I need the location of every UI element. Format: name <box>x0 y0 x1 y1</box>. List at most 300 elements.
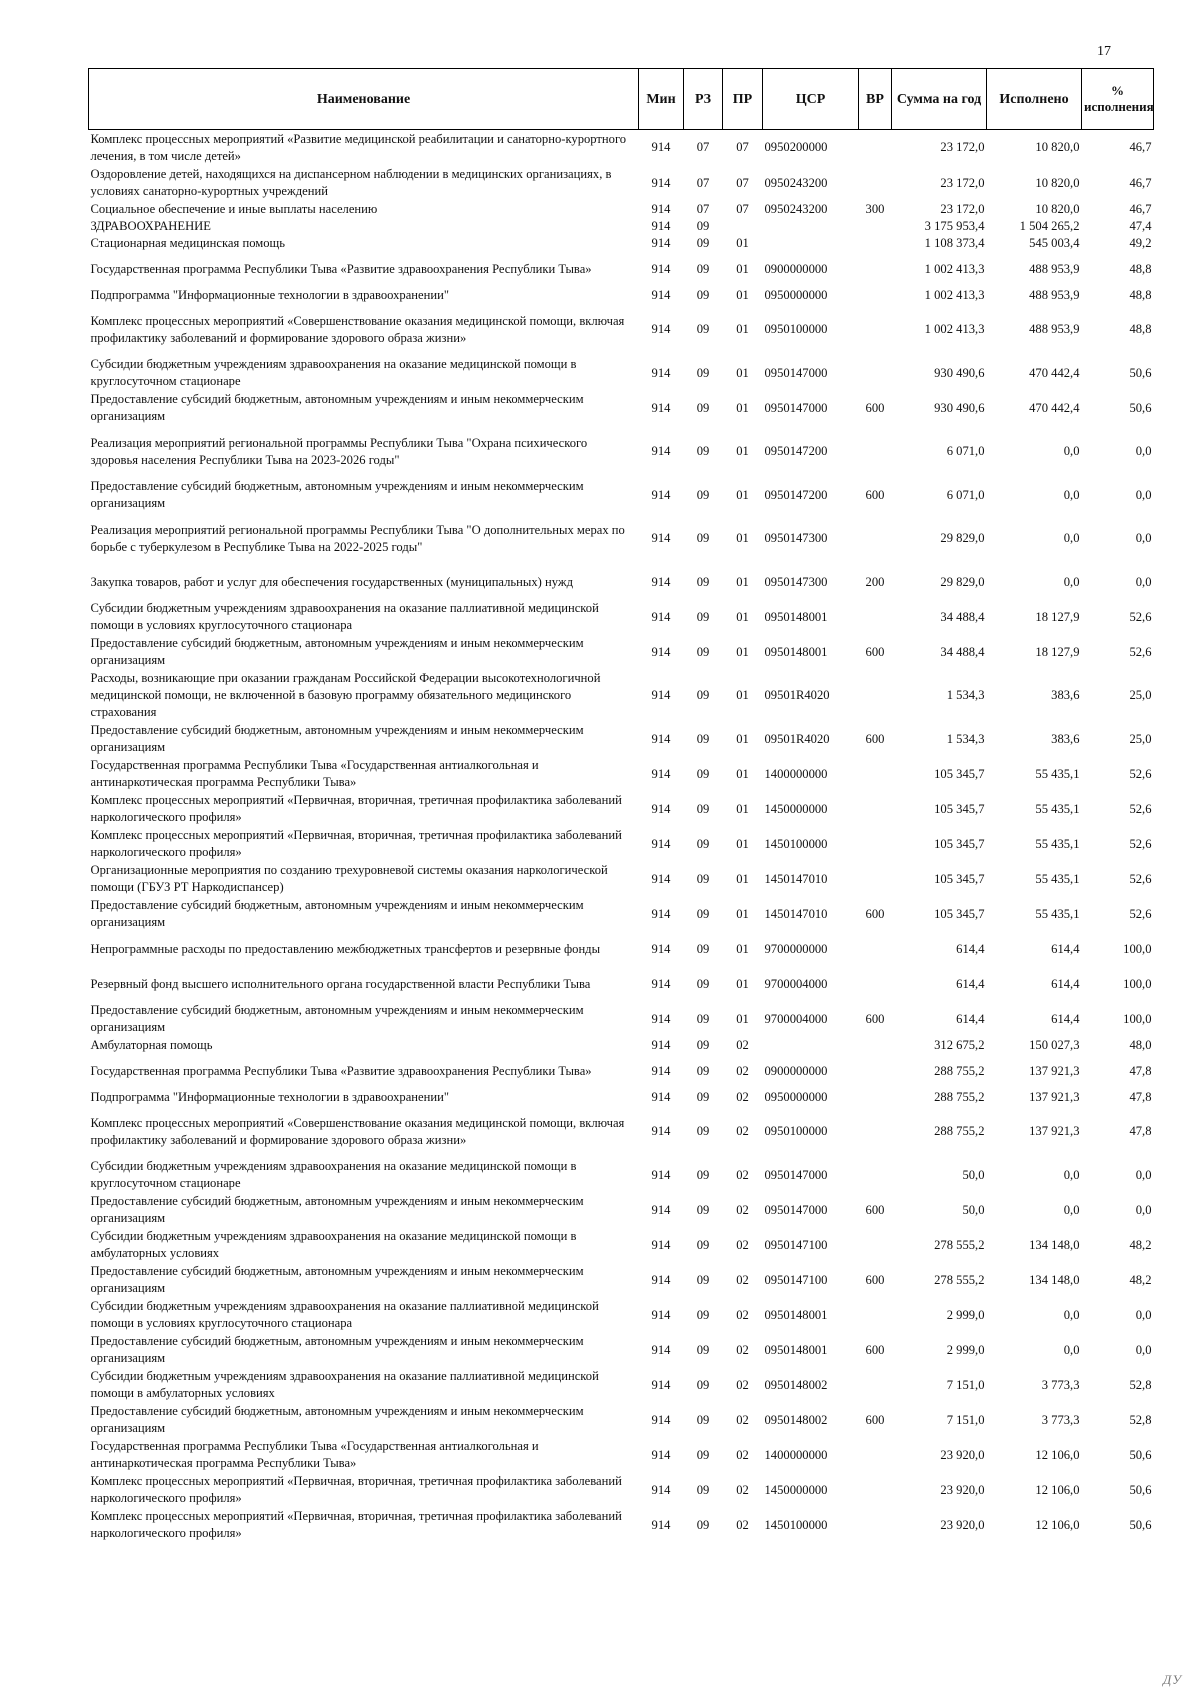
row-rz: 09 <box>696 1447 710 1462</box>
row-done: 488 953,9 <box>1029 322 1080 336</box>
row-sum: 614,4 <box>956 1011 985 1026</box>
row-rz: 09 <box>696 688 710 702</box>
row-done: 470 442,4 <box>1029 400 1080 415</box>
row-pct: 52,6 <box>1129 801 1152 816</box>
row-pct: 0,0 <box>1135 1202 1152 1217</box>
row-pct: 25,0 <box>1129 688 1152 702</box>
table-body <box>89 130 1154 1543</box>
row-vr: 600 <box>865 1342 885 1357</box>
row-min: 914 <box>651 609 671 624</box>
row-name: Предоставление субсидий бюджетным, автономным учреждениям и иным некоммерческим организациям <box>90 1003 584 1034</box>
table-row <box>89 166 1154 201</box>
row-pr: 01 <box>736 531 749 545</box>
table-row <box>89 304 1154 356</box>
row-sum: 105 345,7 <box>934 766 985 781</box>
table-row <box>89 967 1154 1002</box>
row-sum: 614,4 <box>956 941 985 956</box>
row-rz: 09 <box>696 644 710 659</box>
row-min: 914 <box>651 444 671 458</box>
row-name: Стационарная медицинская помощь <box>90 235 285 250</box>
row-pct: 52,6 <box>1129 766 1152 781</box>
row-min: 914 <box>651 801 671 816</box>
row-sum: 105 345,7 <box>934 871 985 886</box>
row-sum: 6 071,0 <box>946 487 985 502</box>
row-vr <box>859 1508 892 1543</box>
row-sum: 1 534,3 <box>946 731 985 746</box>
row-min: 914 <box>651 1037 671 1052</box>
row-vr <box>859 218 892 235</box>
row-rz: 09 <box>696 574 710 589</box>
row-rz: 09 <box>696 531 710 545</box>
row-rz: 09 <box>696 287 710 302</box>
row-csr: 0950243200 <box>764 175 828 190</box>
row-pct: 49,2 <box>1129 235 1152 250</box>
row-rz: 09 <box>696 731 710 746</box>
row-sum: 105 345,7 <box>934 801 985 816</box>
row-sum: 1 534,3 <box>946 688 985 702</box>
row-done: 55 435,1 <box>1035 801 1080 816</box>
row-min: 914 <box>651 688 671 702</box>
row-name: Предоставление субсидий бюджетным, автономным учреждениям и иным некоммерческим организациям <box>90 1334 584 1365</box>
row-pct: 0,0 <box>1135 487 1152 502</box>
row-rz: 09 <box>696 906 710 921</box>
row-sum: 34 488,4 <box>940 609 985 624</box>
row-csr: 9700004000 <box>764 1011 828 1026</box>
row-done: 614,4 <box>1051 1011 1080 1026</box>
row-done: 134 148,0 <box>1029 1237 1080 1252</box>
header-vr: ВР <box>859 69 892 130</box>
row-name: Социальное обеспечение и иные выплаты населению <box>90 201 378 216</box>
row-min: 914 <box>651 1447 671 1462</box>
row-min: 914 <box>651 487 671 502</box>
row-rz: 09 <box>696 261 710 276</box>
row-pct: 48,2 <box>1129 1272 1152 1287</box>
row-vr <box>859 1298 892 1333</box>
row-csr: 0950148001 <box>764 644 828 659</box>
row-name: Комплекс процессных мероприятий «Первичная, вторичная, третичная профилактика заболеваний наркологического профиля» <box>90 828 622 859</box>
row-done: 18 127,9 <box>1035 609 1080 624</box>
row-pr: 07 <box>736 140 749 155</box>
row-pct: 52,6 <box>1129 609 1152 624</box>
row-done: 1 504 265,2 <box>1019 218 1080 233</box>
row-pr: 02 <box>736 1037 749 1052</box>
row-rz: 09 <box>696 1412 710 1427</box>
row-pct: 100,0 <box>1123 976 1152 991</box>
row-csr: 9700000000 <box>764 941 828 956</box>
row-csr: 0950147000 <box>764 1202 828 1217</box>
row-pr: 01 <box>736 609 749 624</box>
row-min: 914 <box>651 1167 671 1182</box>
row-vr <box>859 1473 892 1508</box>
row-sum: 288 755,2 <box>934 1063 985 1078</box>
table-row <box>89 722 1154 757</box>
table-row <box>89 287 1154 304</box>
row-done: 55 435,1 <box>1035 836 1080 851</box>
row-pr: 01 <box>736 1011 749 1026</box>
row-min: 914 <box>651 365 671 380</box>
row-csr <box>763 218 859 235</box>
row-vr <box>859 792 892 827</box>
row-name: Амбулаторная помощь <box>90 1037 213 1052</box>
row-name: Закупка товаров, работ и услуг для обеспечения государственных (муниципальных) нужд <box>90 574 573 589</box>
row-sum: 2 999,0 <box>946 1342 985 1357</box>
row-name: Комплекс процессных мероприятий «Совершенствование оказания медицинской помощи, включая профилактику заболеваний и формирование здорового образа жизни» <box>90 1115 625 1147</box>
row-pr: 02 <box>736 1237 749 1252</box>
row-pct: 50,6 <box>1129 1447 1152 1462</box>
row-rz: 09 <box>696 1517 710 1532</box>
row-done: 0,0 <box>1063 444 1080 458</box>
row-pct: 48,8 <box>1129 261 1152 276</box>
row-csr: 1450000000 <box>764 801 828 816</box>
row-vr <box>859 287 892 304</box>
row-rz: 09 <box>696 1124 710 1138</box>
row-done: 55 435,1 <box>1035 871 1080 886</box>
row-name: Комплекс процессных мероприятий «Первичная, вторичная, третичная профилактика заболеваний наркологического профиля» <box>90 1509 622 1540</box>
row-name: Государственная программа Республики Тыва «Государственная антиалкогольная и антинаркотическая программа Республики Тыва» <box>90 758 539 789</box>
table-row <box>89 1193 1154 1228</box>
row-csr <box>763 1037 859 1054</box>
row-name: Комплекс процессных мероприятий «Совершенствование оказания медицинской помощи, включая профилактику заболеваний и формирование здорового образа жизни» <box>90 313 625 345</box>
table-row <box>89 130 1154 166</box>
row-sum: 278 555,2 <box>934 1272 985 1287</box>
row-min: 914 <box>651 531 671 545</box>
row-csr: 0950200000 <box>764 140 828 155</box>
row-pct: 46,7 <box>1129 175 1152 190</box>
row-pct: 50,6 <box>1129 1517 1152 1532</box>
row-pr: 01 <box>736 644 749 659</box>
row-vr <box>859 932 892 967</box>
header-rz: РЗ <box>684 69 723 130</box>
page-number: 17 <box>1097 44 1111 59</box>
table-row <box>89 1298 1154 1333</box>
row-csr: 0950147100 <box>764 1237 828 1252</box>
row-rz: 09 <box>696 1202 710 1217</box>
row-sum: 288 755,2 <box>934 1124 985 1138</box>
row-pct: 46,7 <box>1129 140 1152 155</box>
row-pct: 52,6 <box>1129 906 1152 921</box>
row-name: Резервный фонд высшего исполнительного органа государственной власти Республики Тыва <box>90 976 591 991</box>
table-row <box>89 1368 1154 1403</box>
row-vr <box>859 757 892 792</box>
row-rz: 07 <box>696 175 710 190</box>
row-rz: 09 <box>696 235 710 250</box>
row-sum: 105 345,7 <box>934 906 985 921</box>
row-pr: 02 <box>736 1482 749 1497</box>
row-min: 914 <box>651 400 671 415</box>
row-pr: 01 <box>736 444 749 458</box>
row-pr: 02 <box>736 1063 749 1078</box>
row-rz: 09 <box>696 801 710 816</box>
row-sum: 6 071,0 <box>946 444 985 458</box>
row-pct: 48,8 <box>1129 287 1152 302</box>
scan-mark: ДУ <box>1163 1672 1183 1687</box>
row-name: Организационные мероприятия по созданию трехуровневой системы оказания наркологической помощи (ГБУЗ РТ Наркодиспансер) <box>90 863 608 894</box>
row-sum: 278 555,2 <box>934 1237 985 1252</box>
table-row <box>89 426 1154 478</box>
row-sum: 50,0 <box>962 1167 985 1182</box>
row-min: 914 <box>651 1377 671 1392</box>
row-pr: 01 <box>736 235 749 250</box>
row-min: 914 <box>651 235 671 250</box>
row-csr: 0950147100 <box>764 1272 828 1287</box>
row-rz: 09 <box>696 609 710 624</box>
table-row <box>89 235 1154 252</box>
row-vr <box>859 1228 892 1263</box>
table-row <box>89 1333 1154 1368</box>
row-name: Предоставление субсидий бюджетным, автономным учреждениям и иным некоммерческим организациям <box>90 1264 584 1295</box>
row-vr <box>859 862 892 897</box>
row-done: 614,4 <box>1051 976 1080 991</box>
row-pr: 02 <box>736 1167 749 1182</box>
row-csr: 0950148001 <box>764 1342 828 1357</box>
row-min: 914 <box>651 1272 671 1287</box>
row-sum: 1 108 373,4 <box>924 235 985 250</box>
row-min: 914 <box>651 1412 671 1427</box>
row-name: Оздоровление детей, находящихся на диспансерном наблюдении в медицинских организациях, в условиях санаторно-курортных учреждений <box>90 167 612 198</box>
row-name: Субсидии бюджетным учреждениям здравоохранения на оказание медицинской помощи в амбулаторных условиях <box>90 1229 577 1260</box>
row-csr <box>763 235 859 252</box>
row-vr: 600 <box>865 1011 885 1026</box>
row-name: Предоставление субсидий бюджетным, автономным учреждениям и иным некоммерческим организациям <box>90 1194 584 1225</box>
row-vr <box>859 513 892 565</box>
row-pct: 0,0 <box>1135 1342 1152 1357</box>
table-row <box>89 391 1154 426</box>
row-min: 914 <box>651 1517 671 1532</box>
row-done: 383,6 <box>1051 731 1080 746</box>
row-name: Комплекс процессных мероприятий «Развитие медицинской реабилитации и санаторно-курортного лечения, в том числе детей» <box>90 131 627 163</box>
row-csr: 1450000000 <box>764 1482 828 1497</box>
row-vr <box>859 600 892 635</box>
row-done: 137 921,3 <box>1029 1063 1080 1078</box>
row-pr: 07 <box>736 201 749 216</box>
row-min: 914 <box>651 766 671 781</box>
row-name: Непрограммные расходы по предоставлению межбюджетных трансфертов и резервные фонды <box>90 941 601 956</box>
row-pct: 0,0 <box>1135 1307 1152 1322</box>
row-csr: 0950000000 <box>764 287 828 302</box>
row-min: 914 <box>651 1237 671 1252</box>
row-rz: 09 <box>696 400 710 415</box>
row-pr: 01 <box>736 836 749 851</box>
row-csr: 0950148001 <box>764 609 828 624</box>
row-sum: 7 151,0 <box>946 1412 985 1427</box>
row-sum: 7 151,0 <box>946 1377 985 1392</box>
row-sum: 23 920,0 <box>940 1517 985 1532</box>
row-name: Субсидии бюджетным учреждениям здравоохранения на оказание медицинской помощи в круглосуточном стационаре <box>90 1159 577 1190</box>
row-vr <box>859 130 892 166</box>
row-pct: 47,4 <box>1129 218 1152 233</box>
table-row <box>89 1438 1154 1473</box>
row-min: 914 <box>651 1307 671 1322</box>
row-name: Субсидии бюджетным учреждениям здравоохранения на оказание медицинской помощи в круглосуточном стационаре <box>90 357 577 388</box>
row-pr: 02 <box>736 1272 749 1287</box>
header-csr: ЦСР <box>763 69 859 130</box>
row-vr: 600 <box>865 1272 885 1287</box>
row-pct: 52,6 <box>1129 644 1152 659</box>
row-done: 614,4 <box>1051 941 1080 956</box>
row-csr: 0950148002 <box>764 1377 828 1392</box>
row-pct: 52,8 <box>1129 1412 1152 1427</box>
row-name: Предоставление субсидий бюджетным, автономным учреждениям и иным некоммерческим организациям <box>90 392 584 423</box>
row-pct: 100,0 <box>1123 1011 1152 1026</box>
row-pct: 0,0 <box>1135 444 1152 458</box>
row-done: 0,0 <box>1063 1202 1080 1217</box>
row-vr: 600 <box>865 1202 885 1217</box>
row-vr <box>859 1368 892 1403</box>
row-sum: 23 920,0 <box>940 1482 985 1497</box>
row-vr <box>859 1037 892 1054</box>
row-csr: 0950147000 <box>764 1167 828 1182</box>
row-rz: 09 <box>696 1089 710 1104</box>
row-vr <box>859 670 892 722</box>
row-name: Комплекс процессных мероприятий «Первичная, вторичная, третичная профилактика заболеваний наркологического профиля» <box>90 793 622 824</box>
row-min: 914 <box>651 906 671 921</box>
table-row <box>89 356 1154 391</box>
row-rz: 09 <box>696 487 710 502</box>
row-done: 150 027,3 <box>1029 1037 1080 1052</box>
row-pct: 50,6 <box>1129 365 1152 380</box>
row-name: Подпрограмма "Информационные технологии в здравоохранении" <box>90 1089 449 1104</box>
row-rz: 09 <box>696 1272 710 1287</box>
row-name: Государственная программа Республики Тыва «Развитие здравоохранения Республики Тыва» <box>90 1063 592 1078</box>
table-row <box>89 478 1154 513</box>
row-name: ЗДРАВООХРАНЕНИЕ <box>90 218 211 233</box>
row-name: Подпрограмма "Информационные технологии в здравоохранении" <box>90 287 449 302</box>
row-csr: 1450100000 <box>764 836 828 851</box>
table-row <box>89 670 1154 722</box>
row-name: Предоставление субсидий бюджетным, автономным учреждениям и иным некоммерческим организациям <box>90 636 584 667</box>
row-csr: 0950243200 <box>764 201 828 216</box>
row-pr: 01 <box>736 261 749 276</box>
row-vr <box>859 1438 892 1473</box>
row-pct: 52,6 <box>1129 871 1152 886</box>
row-vr: 600 <box>865 731 885 746</box>
row-sum: 50,0 <box>962 1202 985 1217</box>
row-rz: 07 <box>696 201 710 216</box>
table-row <box>89 1263 1154 1298</box>
row-rz: 09 <box>696 871 710 886</box>
table-row <box>89 513 1154 565</box>
row-vr <box>859 1089 892 1106</box>
row-csr: 1450147010 <box>764 906 828 921</box>
row-pr: 01 <box>736 688 749 702</box>
row-pr: 01 <box>736 400 749 415</box>
row-vr: 600 <box>865 487 885 502</box>
row-min: 914 <box>651 140 671 155</box>
row-pr: 01 <box>736 322 749 336</box>
row-pr: 01 <box>736 766 749 781</box>
header-name: Наименование <box>89 69 639 130</box>
row-vr: 600 <box>865 906 885 921</box>
row-csr: 0950147000 <box>764 365 828 380</box>
table-row <box>89 201 1154 218</box>
row-rz: 09 <box>696 1011 710 1026</box>
row-sum: 23 172,0 <box>940 140 985 155</box>
row-sum: 2 999,0 <box>946 1307 985 1322</box>
row-name: Предоставление субсидий бюджетным, автономным учреждениям и иным некоммерческим организациям <box>90 1404 584 1435</box>
table-row <box>89 1158 1154 1193</box>
row-pr: 02 <box>736 1307 749 1322</box>
row-done: 488 953,9 <box>1029 261 1080 276</box>
row-sum: 23 920,0 <box>940 1447 985 1462</box>
row-csr: 09501R4020 <box>764 731 830 746</box>
row-rz: 09 <box>696 1307 710 1322</box>
row-pr: 01 <box>736 906 749 921</box>
table-row <box>89 218 1154 235</box>
table-row <box>89 1089 1154 1106</box>
table-row <box>89 862 1154 897</box>
row-done: 0,0 <box>1063 487 1080 502</box>
row-name: Субсидии бюджетным учреждениям здравоохранения на оказание паллиативной медицинской помощи в условиях круглосуточного стационара <box>90 1299 599 1330</box>
row-done: 12 106,0 <box>1035 1482 1080 1497</box>
table-row <box>89 932 1154 967</box>
row-sum: 614,4 <box>956 976 985 991</box>
row-pr: 01 <box>736 731 749 746</box>
row-done: 488 953,9 <box>1029 287 1080 302</box>
row-min: 914 <box>651 175 671 190</box>
row-vr <box>859 1106 892 1158</box>
budget-execution-table <box>88 68 1154 1543</box>
table-row <box>89 252 1154 287</box>
row-pr <box>723 218 763 235</box>
row-min: 914 <box>651 1063 671 1078</box>
row-pct: 0,0 <box>1135 1167 1152 1182</box>
row-done: 0,0 <box>1063 1307 1080 1322</box>
row-vr <box>859 1054 892 1089</box>
row-done: 18 127,9 <box>1035 644 1080 659</box>
row-rz: 09 <box>696 365 710 380</box>
row-min: 914 <box>651 322 671 336</box>
row-csr: 0950148001 <box>764 1307 828 1322</box>
row-name: Расходы, возникающие при оказании гражданам Российской Федерации высокотехнологичной медицинской помощи, не включенной в базовую программу обязательного медицинского страхования <box>90 671 601 719</box>
row-vr: 600 <box>865 644 885 659</box>
table-row <box>89 1508 1154 1543</box>
table-row <box>89 897 1154 932</box>
row-pr: 02 <box>736 1412 749 1427</box>
table-row <box>89 1037 1154 1054</box>
row-name: Субсидии бюджетным учреждениям здравоохранения на оказание паллиативной медицинской помощи в условиях круглосуточного стационара <box>90 601 599 632</box>
row-pr: 02 <box>736 1377 749 1392</box>
row-vr: 300 <box>865 201 885 216</box>
table-row <box>89 635 1154 670</box>
row-pct: 100,0 <box>1123 941 1152 956</box>
row-vr <box>859 166 892 201</box>
row-name: Государственная программа Республики Тыва «Развитие здравоохранения Республики Тыва» <box>90 261 592 276</box>
row-min: 914 <box>651 644 671 659</box>
table-row <box>89 565 1154 600</box>
header-min: Мин <box>639 69 684 130</box>
row-pct: 47,8 <box>1129 1089 1152 1104</box>
row-rz: 07 <box>696 140 710 155</box>
row-csr: 0950147200 <box>764 444 828 458</box>
row-csr: 09501R4020 <box>764 688 830 702</box>
row-vr <box>859 235 892 252</box>
row-pr: 02 <box>736 1517 749 1532</box>
row-rz: 09 <box>696 1167 710 1182</box>
row-pct: 50,6 <box>1129 400 1152 415</box>
row-done: 12 106,0 <box>1035 1517 1080 1532</box>
row-min: 914 <box>651 976 671 991</box>
row-pct: 48,8 <box>1129 322 1152 336</box>
row-sum: 312 675,2 <box>934 1037 985 1052</box>
row-done: 545 003,4 <box>1029 235 1080 250</box>
row-pr: 07 <box>736 175 749 190</box>
row-min: 914 <box>651 1482 671 1497</box>
row-sum: 1 002 413,3 <box>924 261 985 276</box>
row-done: 3 773,3 <box>1041 1377 1080 1392</box>
row-pr: 01 <box>736 941 749 956</box>
row-vr <box>859 304 892 356</box>
row-csr: 0950147300 <box>764 531 828 545</box>
